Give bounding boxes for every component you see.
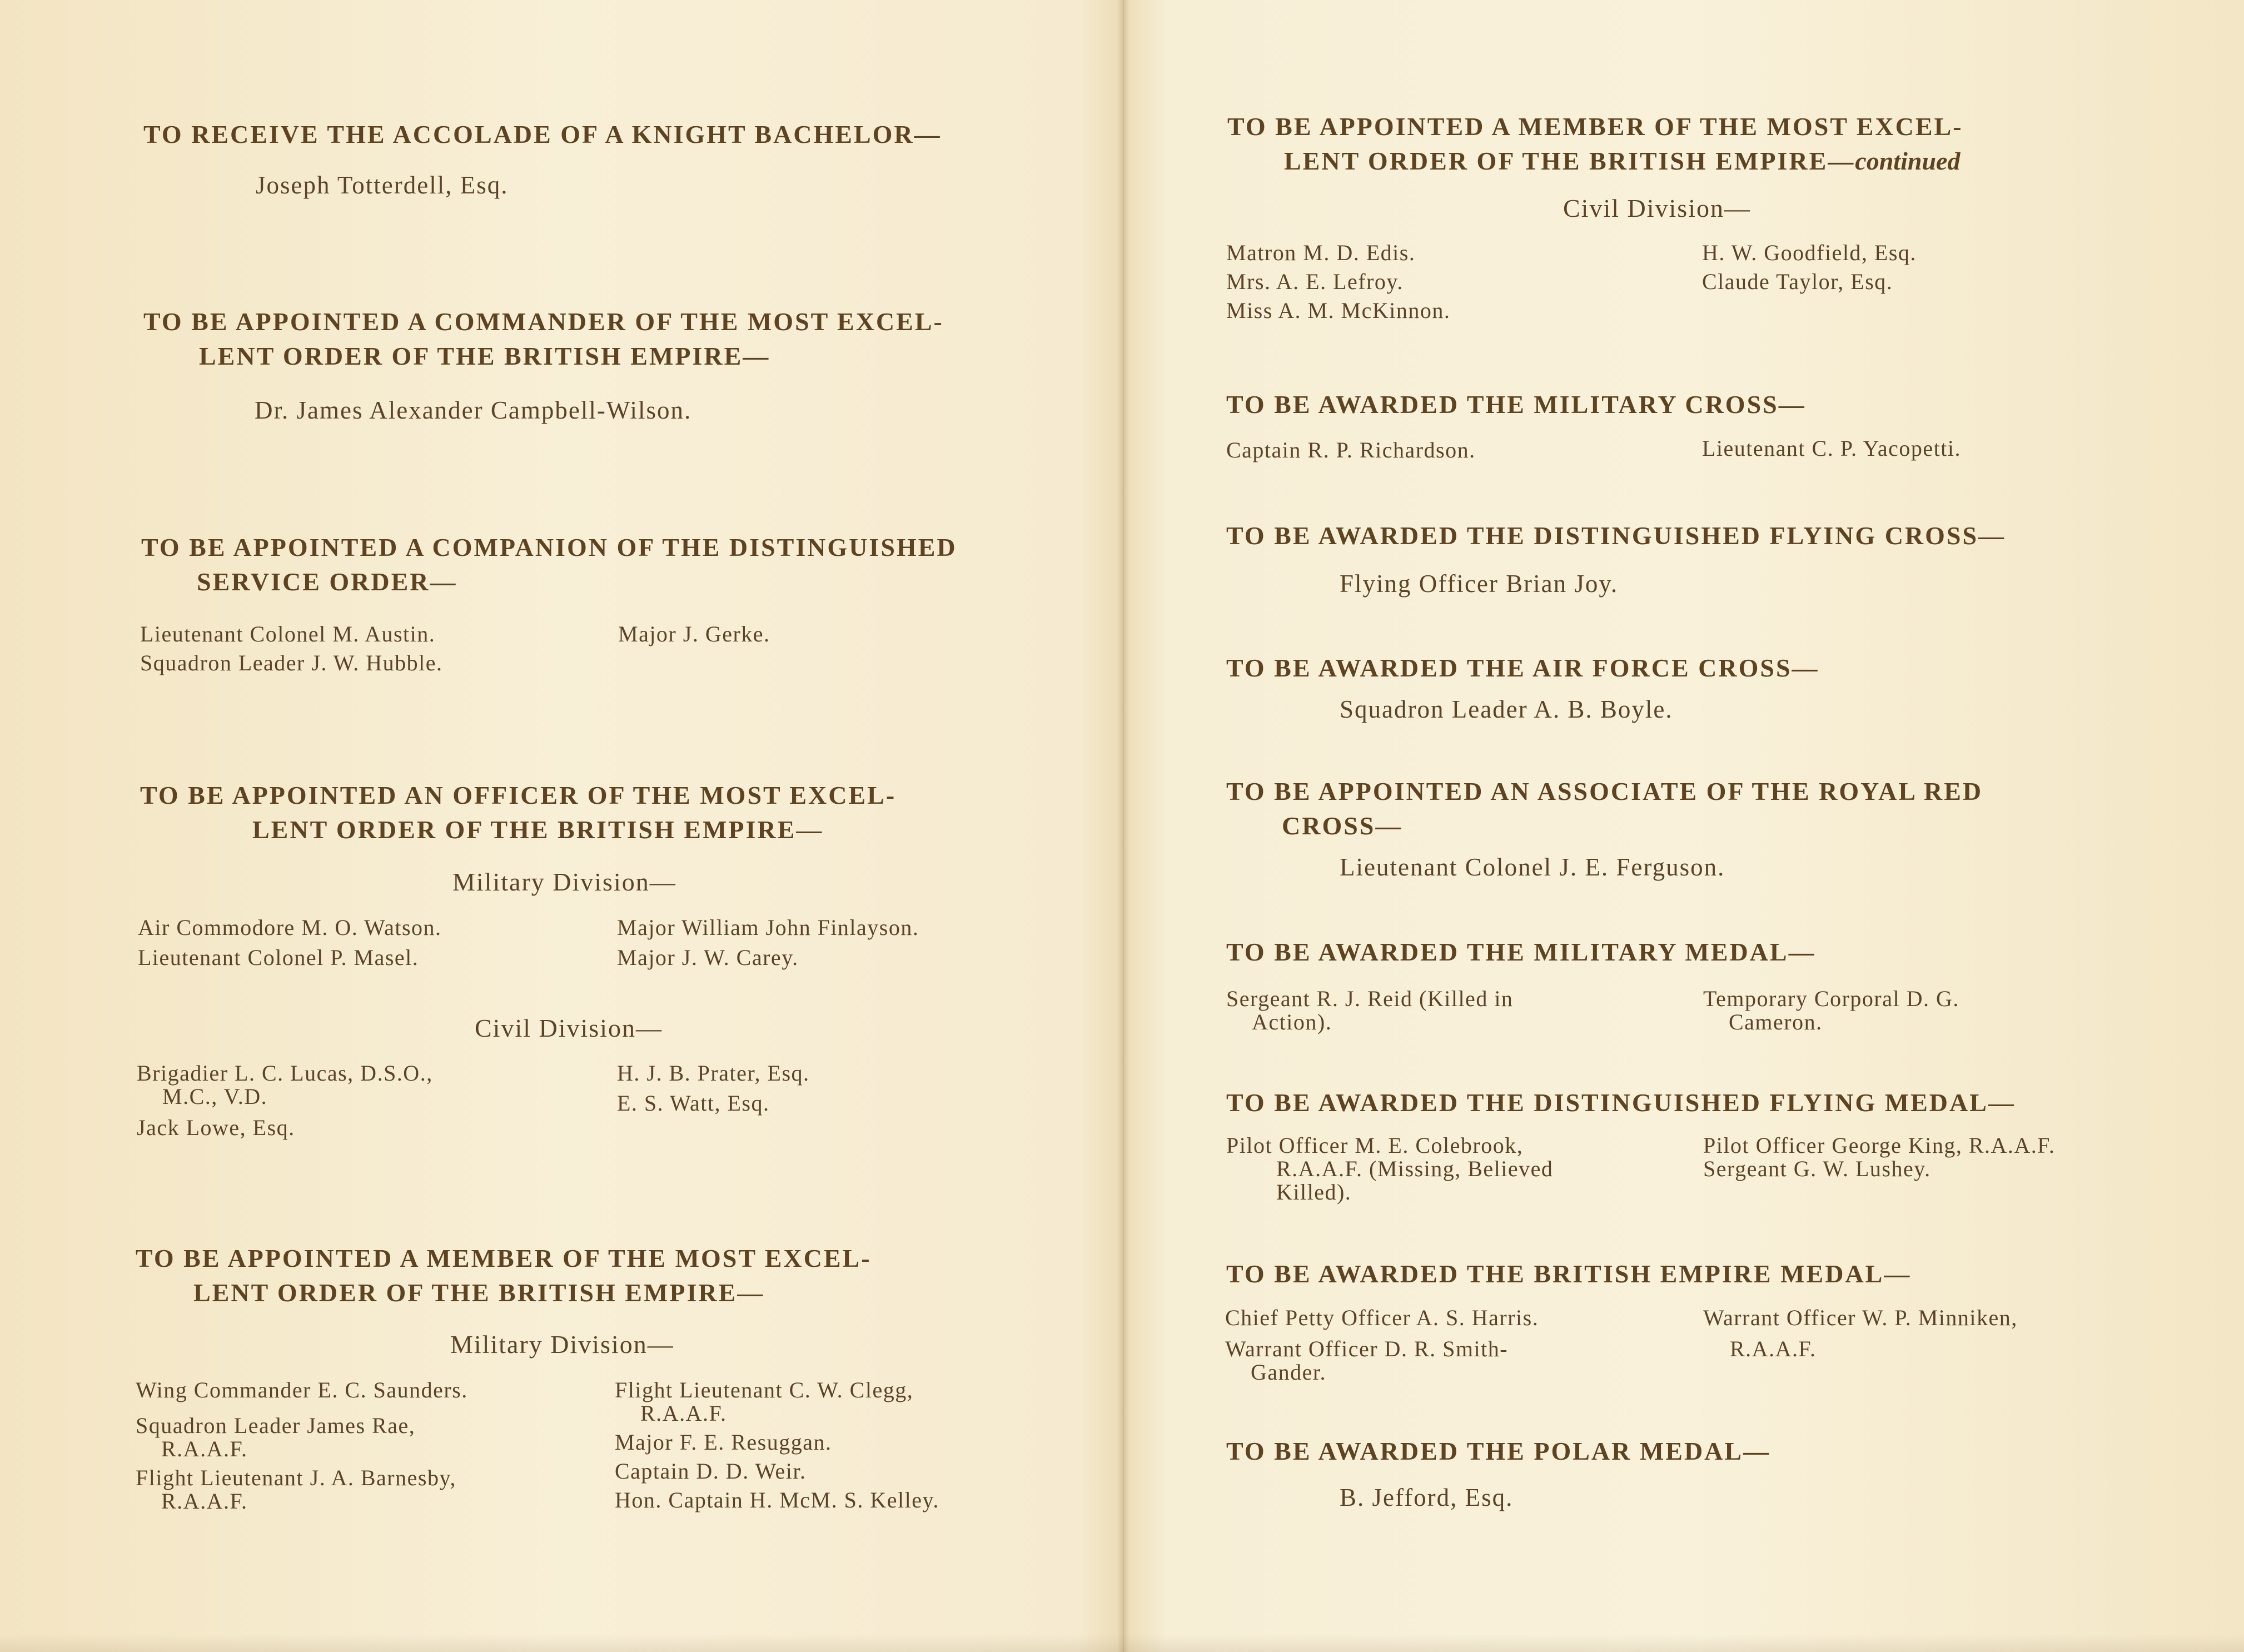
heading-dfm: TO BE AWARDED THE DISTINGUISHED FLYING MEDAL— [1226, 1088, 2016, 1117]
name-cbe: Dr. James Alexander Campbell-Wilson. [255, 396, 692, 424]
list-item: E. S. Watt, Esq. [617, 1091, 770, 1116]
list-item: R.A.A.F. [640, 1401, 727, 1426]
list-item: M.C., V.D. [162, 1084, 268, 1109]
page-fold [1117, 0, 1130, 1652]
list-item: Wing Commander E. C. Saunders. [136, 1377, 468, 1402]
heading-mbe [136, 1241, 872, 1310]
heading-dso-line1: TO BE APPOINTED A COMPANION OF THE DISTINGUISHED [141, 533, 957, 561]
heading-dso-line2: SERVICE ORDER— [197, 568, 457, 596]
dso-col1 [140, 623, 443, 675]
obe-civil-col1 [137, 1062, 433, 1140]
name-knight-bachelor: Joseph Totterdell, Esq. [256, 171, 509, 199]
heading-obe-line1: TO BE APPOINTED AN OFFICER OF THE MOST EXCEL- [140, 781, 897, 809]
list-item: Gander. [1251, 1360, 1327, 1385]
list-item: Major J. Gerke. [618, 621, 770, 646]
heading-cbe-line2: LENT ORDER OF THE BRITISH EMPIRE— [199, 342, 770, 370]
list-item: R.A.A.F. [161, 1436, 248, 1461]
list-item: Squadron Leader James Rae, [136, 1413, 416, 1438]
list-item: Lieutenant C. P. Yacopetti. [1702, 436, 1962, 461]
military-cross-col2 [1702, 437, 1961, 460]
heading-military-cross: TO BE AWARDED THE MILITARY CROSS— [1226, 390, 1806, 419]
list-item: Hon. Captain H. McM. S. Kelley. [615, 1487, 939, 1512]
list-item: Flight Lieutenant C. W. Clegg, [615, 1377, 914, 1402]
heading-military-medal: TO BE AWARDED THE MILITARY MEDAL— [1226, 938, 1816, 966]
list-item: Captain D. D. Weir. [615, 1459, 807, 1484]
list-item: Lieutenant Colonel P. Masel. [138, 945, 419, 970]
list-item: Air Commodore M. O. Watson. [138, 915, 442, 940]
mbe-military-label: Military Division— [450, 1330, 674, 1359]
list-item: Lieutenant Colonel M. Austin. [140, 621, 436, 646]
heading-cbe [143, 305, 944, 374]
heading-arrc [1226, 774, 1983, 843]
heading-cbe-line1: TO BE APPOINTED A COMMANDER OF THE MOST EXCEL- [143, 307, 944, 336]
heading-mbe-continued [1227, 110, 1963, 178]
list-item: Claude Taylor, Esq. [1702, 269, 1893, 294]
heading-afc: TO BE AWARDED THE AIR FORCE CROSS— [1226, 654, 1819, 682]
list-item: Pilot Officer M. E. Colebrook, [1226, 1133, 1524, 1158]
list-item: Mrs. A. E. Lefroy. [1226, 269, 1404, 294]
dfm-col2 [1703, 1134, 2055, 1181]
list-item: Sergeant G. W. Lushey. [1703, 1156, 1931, 1181]
obe-military-col2 [617, 916, 919, 969]
list-item: Action). [1252, 1009, 1332, 1034]
name-arrc: Lieutenant Colonel J. E. Ferguson. [1340, 853, 1725, 881]
mbe-col1 [136, 1379, 468, 1513]
mbe-col2 [615, 1379, 939, 1512]
mbe-civil-label: Civil Division— [1563, 194, 1751, 222]
name-dfc: Flying Officer Brian Joy. [1340, 570, 1619, 598]
heading-mbe-cont-line1: TO BE APPOINTED A MEMBER OF THE MOST EXCEL- [1227, 112, 1963, 141]
obe-military-col1 [138, 916, 442, 969]
heading-arrc-line2: CROSS— [1282, 812, 1403, 840]
list-item: Sergeant R. J. Reid (Killed in [1226, 986, 1514, 1011]
list-item: Killed). [1276, 1180, 1352, 1205]
heading-dfc: TO BE AWARDED THE DISTINGUISHED FLYING CROSS— [1226, 521, 2006, 550]
list-item: Captain R. P. Richardson. [1226, 437, 1476, 462]
heading-mbe-line2: LENT ORDER OF THE BRITISH EMPIRE— [193, 1278, 765, 1307]
obe-civil-col2 [617, 1062, 810, 1115]
list-item: Warrant Officer W. P. Minniken, [1703, 1305, 2018, 1330]
heading-mbe-line1: TO BE APPOINTED A MEMBER OF THE MOST EXCEL- [136, 1244, 872, 1272]
list-item: H. W. Goodfield, Esq. [1702, 240, 1917, 265]
heading-mbe-cont-line2: LENT ORDER OF THE BRITISH EMPIRE— [1284, 147, 1855, 175]
heading-obe [140, 778, 896, 847]
obe-military-label: Military Division— [452, 868, 676, 896]
name-polar-medal: B. Jefford, Esq. [1340, 1484, 1514, 1511]
list-item: H. J. B. Prater, Esq. [617, 1061, 810, 1086]
list-item: R.A.A.F. [161, 1489, 248, 1514]
list-item: R.A.A.F. [1730, 1336, 1817, 1361]
list-item: Matron M. D. Edis. [1226, 240, 1416, 265]
dso-col2 [618, 623, 770, 646]
list-item: Miss A. M. McKinnon. [1226, 298, 1451, 323]
mbe-civil-col1 [1226, 241, 1450, 322]
mbe-civil-col2 [1702, 241, 1917, 293]
continued-label: continued [1855, 147, 1961, 175]
bem-col2 [1703, 1306, 2018, 1361]
heading-knight-bachelor: TO RECEIVE THE ACCOLADE OF A KNIGHT BACHELOR— [143, 120, 942, 148]
list-item: Pilot Officer George King, R.A.A.F. [1703, 1133, 2056, 1158]
heading-dso [141, 530, 957, 599]
obe-civil-label: Civil Division— [475, 1014, 663, 1042]
dfm-col1 [1226, 1134, 1553, 1204]
page-edge [0, 1634, 2244, 1652]
list-item: Squadron Leader J. W. Hubble. [140, 650, 443, 675]
list-item: Jack Lowe, Esq. [137, 1115, 295, 1140]
heading-arrc-line1: TO BE APPOINTED AN ASSOCIATE OF THE ROYAL RED [1226, 777, 1983, 805]
list-item: Temporary Corporal D. G. [1703, 986, 1959, 1011]
name-afc: Squadron Leader A. B. Boyle. [1340, 695, 1673, 723]
military-cross-col1 [1226, 439, 1476, 462]
bem-col1 [1225, 1306, 1539, 1384]
list-item: Major J. W. Carey. [617, 945, 799, 970]
list-item: Major William John Finlayson. [617, 915, 919, 940]
heading-bem: TO BE AWARDED THE BRITISH EMPIRE MEDAL— [1226, 1260, 1912, 1288]
list-item: Brigadier L. C. Lucas, D.S.O., [137, 1061, 433, 1086]
list-item: R.A.A.F. (Missing, Believed [1276, 1156, 1554, 1181]
list-item: Flight Lieutenant J. A. Barnesby, [136, 1465, 456, 1490]
list-item: Chief Petty Officer A. S. Harris. [1225, 1305, 1539, 1330]
list-item: Major F. E. Resuggan. [615, 1430, 832, 1455]
list-item: Warrant Officer D. R. Smith- [1225, 1336, 1509, 1361]
military-medal-col1 [1226, 987, 1513, 1034]
military-medal-col2 [1703, 987, 1959, 1034]
heading-polar-medal: TO BE AWARDED THE POLAR MEDAL— [1226, 1437, 1771, 1465]
heading-obe-line2: LENT ORDER OF THE BRITISH EMPIRE— [252, 815, 824, 844]
list-item: Cameron. [1729, 1009, 1823, 1034]
